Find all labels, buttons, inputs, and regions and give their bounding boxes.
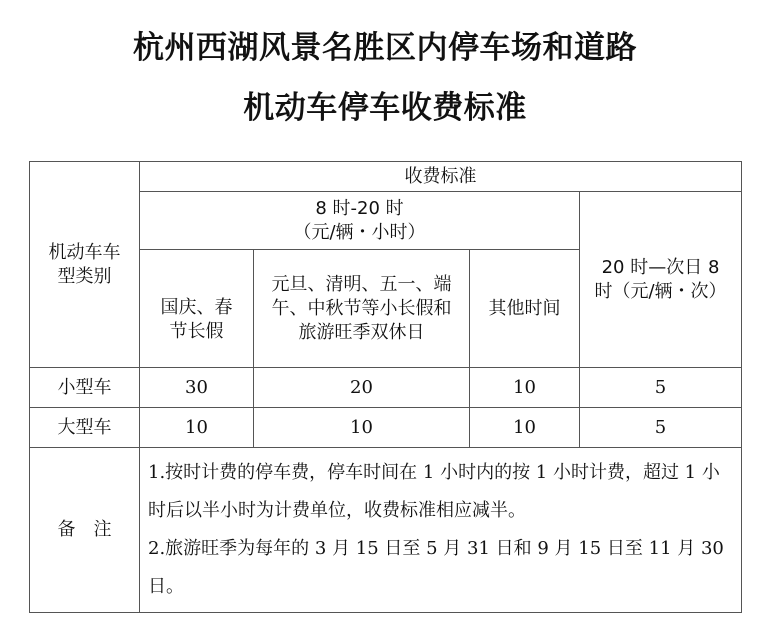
cell-other: 10 — [470, 408, 580, 448]
document-title-line2: 机动车停车收费标准 — [243, 90, 527, 126]
cell-national-day: 30 — [140, 368, 254, 408]
cell-night: 5 — [580, 408, 742, 448]
remarks-label: 备 注 — [30, 448, 140, 613]
row-type: 大型车 — [30, 408, 140, 448]
col-national-day-text: 国庆、春节长假 — [160, 296, 233, 342]
cell-national-day: 10 — [140, 408, 254, 448]
row-type: 小型车 — [30, 368, 140, 408]
vehicle-type-header — [30, 162, 140, 368]
cell-holidays: 10 — [254, 408, 470, 448]
cell-holidays: 20 — [254, 368, 470, 408]
night-header — [580, 192, 742, 368]
remark-item: 1.按时计费的停车费，停车时间在 1 小时内的按 1 小时计费，超过 1 小时后以半小时为计费单位，收费标准相应减半。 — [148, 462, 720, 521]
cell-night: 5 — [580, 368, 742, 408]
col-holidays-text: 元旦、清明、五一、端午、中秋节等小长假和旅游旺季双休日 — [271, 273, 452, 343]
cell-other: 10 — [470, 368, 580, 408]
daytime-header-hours: 8 时-20 时 — [315, 197, 404, 219]
remarks-content — [140, 448, 742, 613]
night-header-text: 20 时—次日 8 时（元/辆・次） — [594, 256, 727, 302]
col-other-header: 其他时间 — [470, 250, 580, 368]
col-holidays-header — [254, 250, 470, 368]
daytime-header — [140, 192, 580, 250]
daytime-header-unit: （元/辆・小时） — [293, 221, 426, 243]
remark-item: 2.旅游旺季为每年的 3 月 15 日至 5 月 31 日和 9 月 15 日至 11 月 30 日。 — [148, 538, 724, 597]
fee-table — [29, 161, 742, 613]
col-national-day-header — [140, 250, 254, 368]
fee-standard-header: 收费标准 — [140, 162, 742, 192]
document-title-line1: 杭州西湖风景名胜区内停车场和道路 — [133, 30, 637, 66]
vehicle-type-header-text: 机动车车型类别 — [48, 241, 121, 287]
